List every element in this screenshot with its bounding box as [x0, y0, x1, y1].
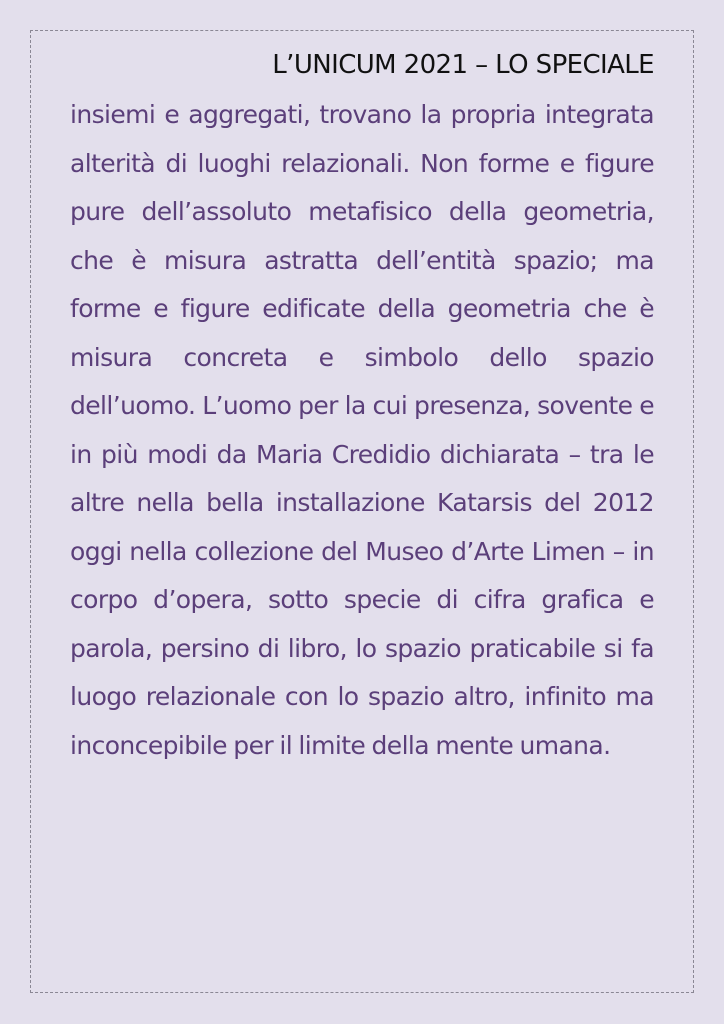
- body-paragraph: insiemi e aggregati, trovano la propria integrata alterità di luoghi relazionali. Non forme e figure pure dell’assoluto metafisico della geometria, che è misura astratta dell’entità spazio; ma forme e figure edificate della geometria che è misura concreta e simbolo dello spazio dell’uomo. L’uomo per la cui presenza, sovente e in più modi da Maria Credidio dichiarata – tra le altre nella bella installazione Katarsis del 2012 oggi nella collezione del Museo d’Arte Limen – in corpo d’opera, sotto specie di cifra grafica e parola, persino di libro, lo spazio praticabile si fa luogo relazionale con lo spazio altro, infinito ma inconcepibile per il limite della mente umana.: [70, 100, 654, 760]
- running-header: L’UNICUM 2021 – LO SPECIALE: [272, 50, 654, 80]
